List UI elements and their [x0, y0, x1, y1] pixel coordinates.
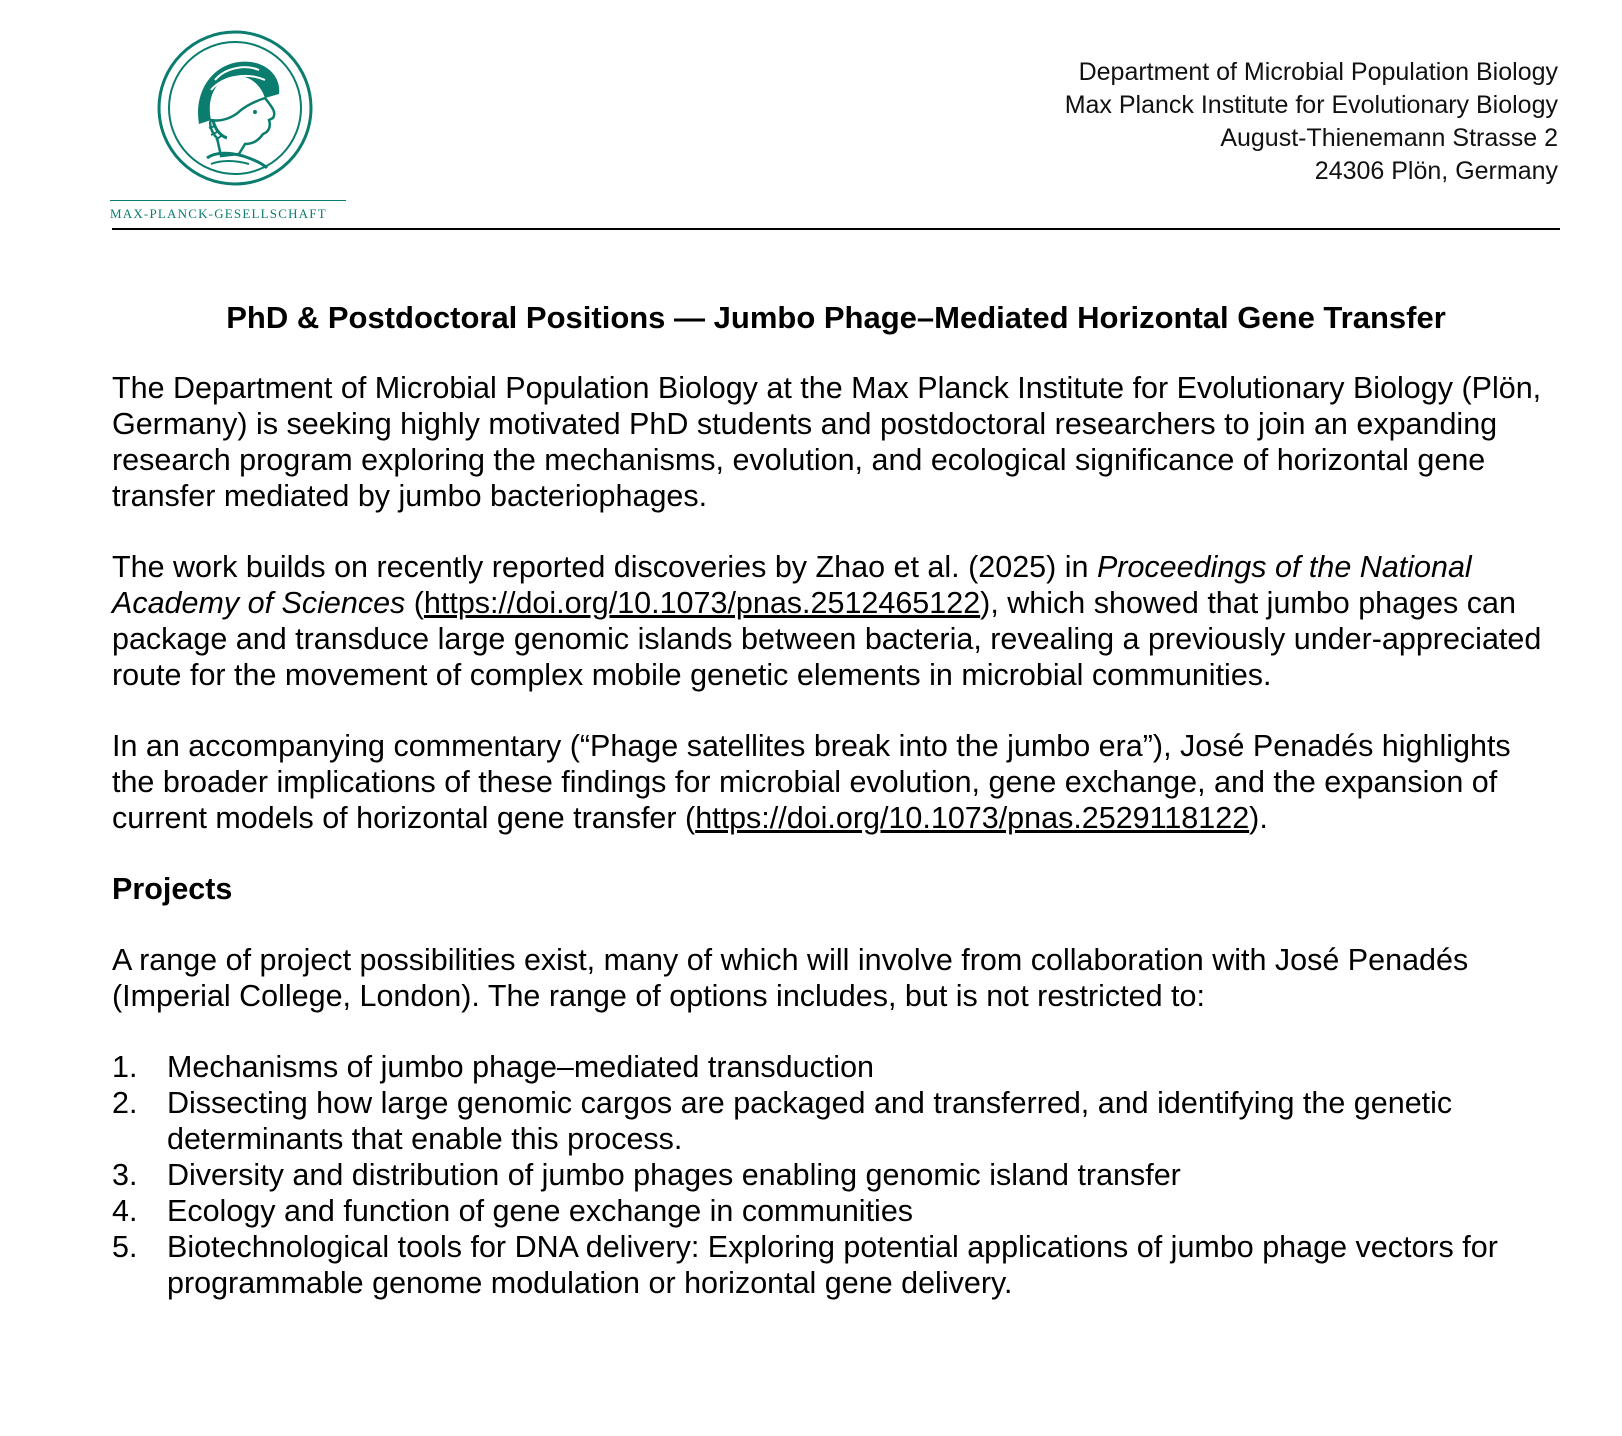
address-institute: Max Planck Institute for Evolutionary Biology	[1064, 91, 1558, 119]
projects-intro: A range of project possibilities exist, many of which will involve from collaboration with José Penadés (Imperial College, London). The range of options includes, but is not restricted to:	[112, 943, 1469, 1013]
projects-list	[112, 1049, 1552, 1301]
commentary-paragraph: In an accompanying commentary (“Phage satellites break into the jumbo era”), José Penadés highlights the broader implications of these findings for microbial evolution, gene exchange, and the expansion of current models of horizontal gene transfer (https://doi.org/10.1073/pnas.2529118122).	[112, 729, 1511, 835]
list-item: 5. Biotechnological tools for DNA delivery: Exploring potential applications of jumbo phage vectors for programmable genome modulation or horizontal gene delivery.	[112, 1230, 1498, 1300]
zhao-paragraph: The work builds on recently reported discoveries by Zhao et al. (2025) in Proceedings of the National Academy of Sciences (https://doi.org/10.1073/pnas.2512465122), which showed that jumbo phages can package and transduce large genomic islands between bacteria, revealing a previously under-appreciated route for the movement of complex mobile genetic elements in microbial communities.	[112, 550, 1542, 692]
header-divider	[112, 228, 1560, 230]
document-body	[112, 370, 1552, 1301]
page-title: PhD & Postdoctoral Positions — Jumbo Phage–Mediated Horizontal Gene Transfer	[226, 300, 1446, 335]
list-item: 3. Diversity and distribution of jumbo phages enabling genomic island transfer	[112, 1158, 1181, 1192]
zhao-doi-link[interactable]: https://doi.org/10.1073/pnas.2512465122	[423, 586, 981, 620]
address-department: Department of Microbial Population Biology	[1078, 58, 1558, 86]
address-city: 24306 Plön, Germany	[1314, 157, 1558, 185]
address-street: August-Thienemann Strasse 2	[1220, 124, 1558, 152]
list-item: 1. Mechanisms of jumbo phage–mediated transduction	[112, 1050, 874, 1084]
penades-doi-link[interactable]: https://doi.org/10.1073/pnas.2529118122	[695, 801, 1250, 835]
logo-wordmark: MAX-PLANCK-GESELLSCHAFT	[110, 206, 327, 221]
journal-name: Proceedings of the National Academy of Sciences	[112, 550, 1472, 620]
logo-underline	[110, 200, 346, 201]
intro-paragraph: The Department of Microbial Population Biology at the Max Planck Institute for Evolutionary Biology (Plön, Germany) is seeking highly motivated PhD students and postdoctoral researchers to join an expanding research program exploring the mechanisms, evolution, and ecological significance of horizontal gene transfer mediated by jumbo bacteriophages.	[112, 371, 1542, 513]
minerva-head-icon	[155, 28, 315, 188]
address-block	[1065, 56, 1558, 188]
list-item: 4. Ecology and function of gene exchange in communities	[112, 1194, 914, 1228]
list-item: 2. Dissecting how large genomic cargos are packaged and transferred, and identifying the genetic determinants that enable this process.	[112, 1086, 1453, 1156]
projects-heading: Projects	[112, 872, 233, 906]
max-planck-logo	[110, 28, 360, 221]
